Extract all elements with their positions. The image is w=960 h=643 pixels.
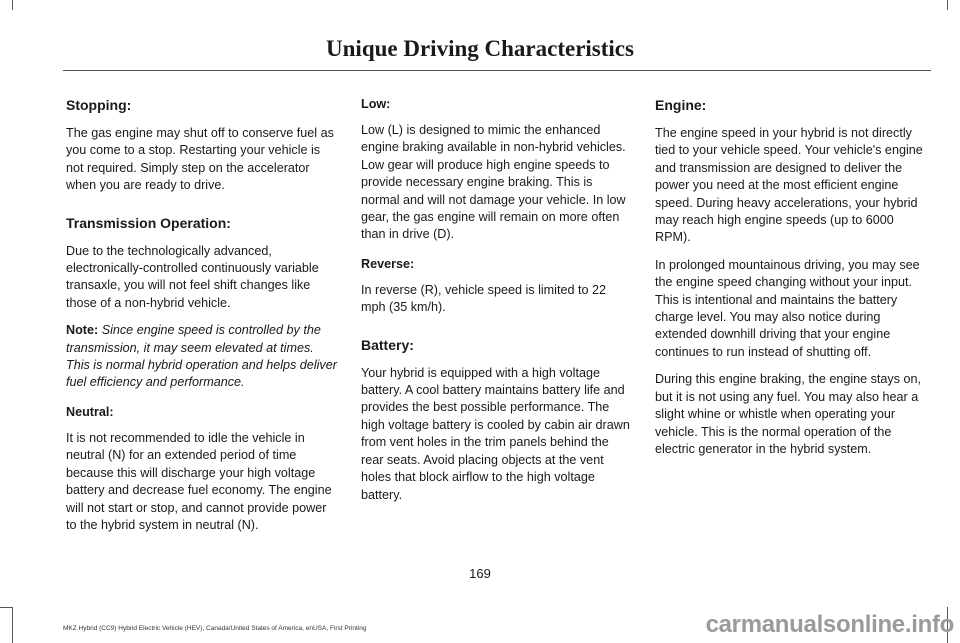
stopping-text: The gas engine may shut off to conserve fuel as you come to a stop. Restarting your vehicle is not required. Simply step on the accelerator when you are ready to drive. <box>66 126 334 193</box>
crop-mark-bottom-left-h <box>0 607 13 608</box>
note <box>66 322 338 392</box>
page-number: 169 <box>469 566 491 581</box>
neutral-text: It is not recommended to idle the vehicle in neutral (N) for an extended period of time because this will discharge your high voltage battery and decrease fuel economy. The engine will not start or stop, and cannot provide power to the hybrid system in neutral (N). <box>66 430 332 532</box>
transmission-heading: Transmission Operation: <box>66 214 231 231</box>
engine-heading: Engine: <box>655 97 707 113</box>
crop-mark-top-right-v <box>947 0 948 10</box>
publication-footer: MKZ Hybrid (CC9) Hybrid Electric Vehicle (HEV), Canada/United States of America, enUSA, First Printing <box>63 625 367 632</box>
stopping-heading: Stopping: <box>66 97 132 113</box>
crop-mark-bottom-left-v <box>12 607 13 643</box>
column-middle <box>361 96 633 514</box>
watermark: carmanualsonline.info <box>705 611 954 638</box>
reverse-heading: Reverse: <box>361 256 415 271</box>
neutral-heading: Neutral: <box>66 404 114 419</box>
battery-heading: Battery: <box>361 336 414 353</box>
header-divider <box>63 70 931 71</box>
reverse-text: In reverse (R), vehicle speed is limited to 22 mph (35 km/h). <box>361 282 606 315</box>
low-heading: Low: <box>361 97 391 111</box>
engine-text-2: In prolonged mountainous driving, you may see the engine speed changing without your input. This is intentional and maintains the battery charge level. You may also notice during extended downhill driving that your engine continues to run instead of shutting off. <box>655 257 920 359</box>
page-title: Unique Driving Characteristics <box>326 36 634 61</box>
note-text: Since engine speed is controlled by the transmission, it may seem elevated at times. This is normal hybrid operation and helps deliver fuel efficiency and performance. <box>66 323 337 390</box>
note-label: Note: <box>66 323 99 338</box>
battery-text: Your hybrid is equipped with a high voltage battery. A cool battery maintains battery life and provides the best possible performance. The high voltage battery is cooled by cabin air drawn from vent holes in the trim panels behind the rear seats. Avoid placing objects at the vent holes that block airflow to the high voltage battery. <box>361 365 630 502</box>
crop-mark-top-left-v <box>12 0 13 10</box>
engine-text-3: During this engine braking, the engine stays on, but it is not using any fuel. You may also hear a slight whine or whistle when operating your vehicle. This is the normal operation of the electric generator in the hybrid system. <box>655 372 922 456</box>
column-left <box>66 96 338 544</box>
engine-text-1: The engine speed in your hybrid is not directly tied to your vehicle speed. Your vehicle's engine and transmission are designed to deliver the power you need at the most efficient engine speed. During heavy accelerations, your hybrid may reach high engine speeds (up to 6000 RPM). <box>655 126 923 245</box>
column-right <box>655 96 927 468</box>
transmission-text: Due to the technologically advanced, electronically-controlled continuously variable transaxle, you will not feel shift changes like those of a non-hybrid vehicle. <box>66 243 319 310</box>
low-text: Low (L) is designed to mimic the enhanced engine braking available in non-hybrid vehicles. Low gear will produce high engine speeds to provide necessary engine braking. This is normal and will not damage your vehicle. In low gear, the gas engine will remain on more often than in drive (D). <box>361 123 626 242</box>
